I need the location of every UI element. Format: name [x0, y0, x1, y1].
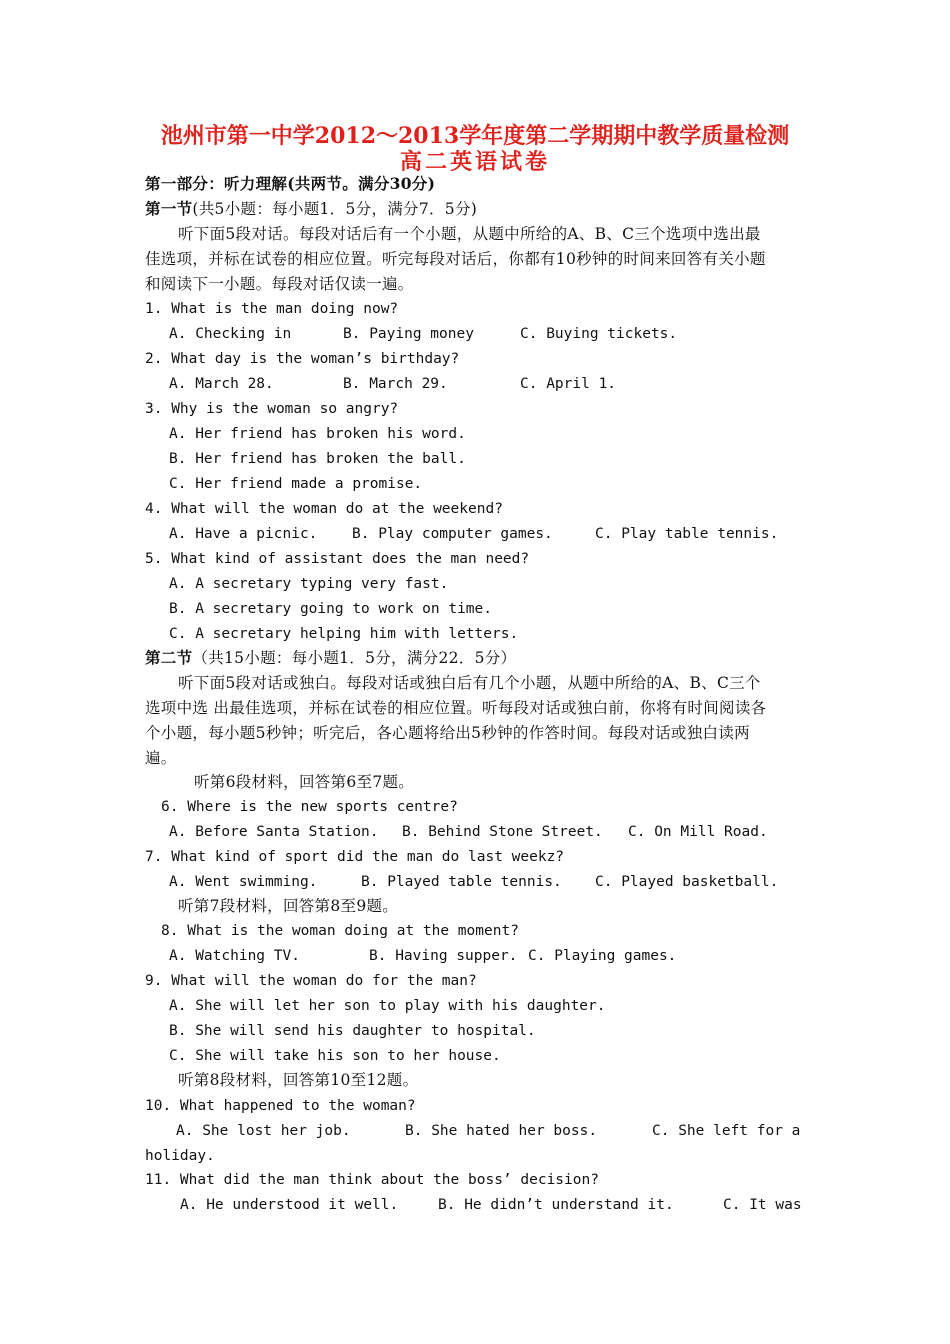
section2-instruction: 个小题，每小题5秒钟；听完后，各心题将给出5秒钟的作答时间。每段对话或独白读两: [145, 724, 750, 742]
option-a: A. Watching TV.: [169, 948, 300, 964]
option-c: C. Playing games.: [528, 948, 677, 964]
option-a: A. Have a picnic.: [169, 526, 318, 542]
question-stem: 6. Where is the new sports centre?: [161, 799, 458, 815]
section2-label: 第二节: [145, 648, 193, 667]
section1-heading: [145, 199, 477, 219]
question-stem: 9. What will the woman do for the man?: [145, 973, 477, 989]
question-stem: 10. What happened to the woman?: [145, 1098, 416, 1114]
option-b: B. She hated her boss.: [405, 1123, 598, 1139]
option-b: B. Played table tennis.: [361, 874, 562, 890]
section1-scoring: (共5小题：每小题1．5分，满分7．5分): [192, 200, 478, 218]
option-a: A. March 28.: [169, 376, 274, 392]
option-c: C. It was: [723, 1197, 802, 1213]
option-b: B. She will send his daughter to hospital.: [169, 1023, 536, 1039]
material-note: 听第6段材料，回答第6至7题。: [194, 773, 415, 791]
option-b: B. He didn’t understand it.: [438, 1197, 674, 1213]
option-b: B. March 29.: [343, 376, 448, 392]
option-a: A. He understood it well.: [180, 1197, 399, 1213]
question-stem: 11. What did the man think about the boss’ decision?: [145, 1172, 599, 1188]
question-stem: 4. What will the woman do at the weekend?: [145, 501, 503, 517]
section1-instruction: 和阅读下一小题。每段对话仅读一遍。: [145, 275, 414, 293]
material-note: 听第7段材料，回答第8至9题。: [178, 897, 399, 915]
option-b: B. Behind Stone Street.: [402, 824, 603, 840]
option-c: C. On Mill Road.: [628, 824, 768, 840]
option-c: C. April 1.: [520, 376, 617, 392]
option-b: B. Paying money: [343, 326, 474, 342]
option-a: A. Her friend has broken his word.: [169, 426, 466, 442]
question-stem: 5. What kind of assistant does the man need?: [145, 551, 530, 567]
section1-instruction: 佳选项，并标在试卷的相应位置。听完每段对话后，你都有10秒钟的时间来回答有关小题: [145, 250, 766, 268]
exam-subtitle: 高二英语试卷: [399, 149, 550, 175]
section2-heading: [145, 648, 516, 668]
option-a: A. Before Santa Station.: [169, 824, 379, 840]
question-stem: 8. What is the woman doing at the moment?: [161, 923, 519, 939]
part1-heading: 第一部分：听力理解(共两节。满分30分): [145, 174, 436, 193]
section2-scoring: （共15小题：每小题1．5分，满分22．5分）: [192, 649, 517, 667]
option-a: A. A secretary typing very fast.: [169, 576, 449, 592]
option-c: C. She left for a: [652, 1123, 801, 1139]
option-b: B. A secretary going to work on time.: [169, 601, 493, 617]
option-c: C. A secretary helping him with letters.: [169, 626, 519, 642]
question-stem: 7. What kind of sport did the man do last weekz?: [145, 849, 565, 865]
option-c: C. Buying tickets.: [520, 326, 678, 342]
option-c: C. Play table tennis.: [595, 526, 779, 542]
question-stem: 2. What day is the woman’s birthday?: [145, 351, 460, 367]
section1-label: 第一节: [145, 199, 193, 218]
exam-title: 池州市第一中学2012～2013学年度第二学期期中教学质量检测: [160, 123, 790, 149]
option-c: C. Played basketball.: [595, 874, 779, 890]
section2-instruction: 听下面5段对话或独白。每段对话或独白后有几个小题，从题中所给的A、B、C三个: [178, 674, 761, 692]
option-c: C. Her friend made a promise.: [169, 476, 423, 492]
question-stem: 3. Why is the woman so angry?: [145, 401, 399, 417]
section2-instruction: 遍。: [145, 749, 177, 767]
option-b: B. Play computer games.: [352, 526, 553, 542]
option-a: A. Went swimming.: [169, 874, 318, 890]
option-continuation: holiday.: [145, 1148, 215, 1164]
option-a: A. She lost her job.: [176, 1123, 351, 1139]
option-a: A. She will let her son to play with his daughter.: [169, 998, 606, 1014]
material-note: 听第8段材料，回答第10至12题。: [178, 1071, 419, 1089]
option-b: B. Her friend has broken the ball.: [169, 451, 466, 467]
option-c: C. She will take his son to her house.: [169, 1048, 501, 1064]
question-stem: 1. What is the man doing now?: [145, 301, 399, 317]
option-b: B. Having supper.: [369, 948, 518, 964]
section1-instruction: 听下面5段对话。每段对话后有一个小题，从题中所给的A、B、C三个选项中选出最: [178, 225, 761, 243]
section2-instruction: 选项中选 出最佳选项，并标在试卷的相应位置。听每段对话或独白前，你将有时间阅读各: [145, 699, 767, 717]
option-a: A. Checking in: [169, 326, 292, 342]
